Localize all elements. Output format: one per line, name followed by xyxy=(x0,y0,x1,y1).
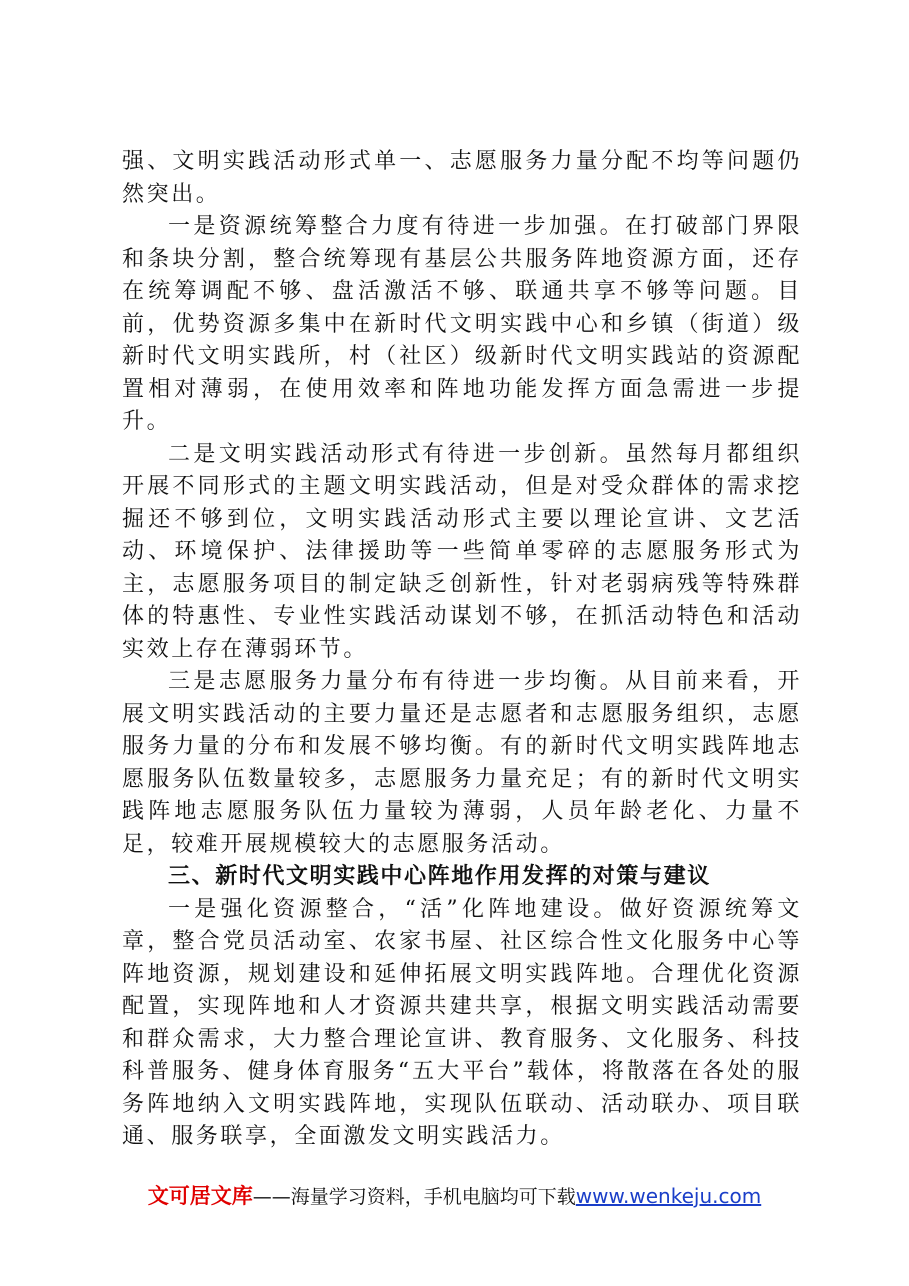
paragraph-resource-integration: 一是资源统筹整合力度有待进一步加强。在打破部门界限和条块分割，整合统筹现有基层公共服务阵地资源方面，还存在统筹调配不够、盘活激活不够、联通共享不够等问题。目前，优势资源多集中在新时代文明实践中心和乡镇（街道）级新时代文明实践所，村（社区）级新时代文明实践站的资源配置相对薄弱，在使用效率和阵地功能发挥方面急需进一步提升。 xyxy=(122,214,802,434)
document-body xyxy=(122,146,802,1154)
paragraph-strengthen-integration: 一是强化资源整合，“活”化阵地建设。做好资源统筹文章，整合党员活动室、农家书屋、社区综合性文化服务中心等阵地资源，规划建设和延伸拓展文明实践阵地。合理优化资源配置，实现阵地和人才资源共建共享，根据文明实践活动需要和群众需求，大力整合理论宣讲、教育服务、文化服务、科技科普服务、健身体育服务“五大平台”载体，将散落在各处的服务阵地纳入文明实践阵地，实现队伍联动、活动联办、项目联通、服务联享，全面激发文明实践活力。 xyxy=(122,896,802,1149)
section-heading: 三、新时代文明实践中心阵地作用发挥的对策与建议 xyxy=(168,864,711,889)
footer-tagline: ——海量学习资料，手机电脑均可下载 xyxy=(252,1186,576,1208)
paragraph-activity-forms: 二是文明实践活动形式有待进一步创新。虽然每月都组织开展不同形式的主题文明实践活动，但是对受众群体的需求挖掘还不够到位，文明实践活动形式主要以理论宣讲、文艺活动、环境保护、法律援助等一些简单零碎的志愿服务形式为主，志愿服务项目的制定缺乏创新性，针对老弱病残等特殊群体的特惠性、专业性实践活动谋划不够，在抓活动特色和活动实效上存在薄弱环节。 xyxy=(122,441,802,662)
footer-brand: 文可居文库 xyxy=(147,1184,253,1208)
paragraph-volunteer-distribution: 三是志愿服务力量分布有待进一步均衡。从目前来看，开展文明实践活动的主要力量还是志愿者和志愿服务组织，志愿服务力量的分布和发展不够均衡。有的新时代文明实践阵地志愿服务队伍数量较多，志愿服务力量充足；有的新时代文明实践阵地志愿服务队伍力量较为薄弱，人员年龄老化、力量不足，较难开展规模较大的志愿服务活动。 xyxy=(122,669,802,857)
footer-url-link[interactable]: www.wenkeju.com xyxy=(575,1184,762,1208)
paragraph-continuation: 强、文明实践活动形式单一、志愿服务力量分配不均等问题仍然突出。 xyxy=(122,149,802,207)
footer-banner xyxy=(0,1181,909,1212)
